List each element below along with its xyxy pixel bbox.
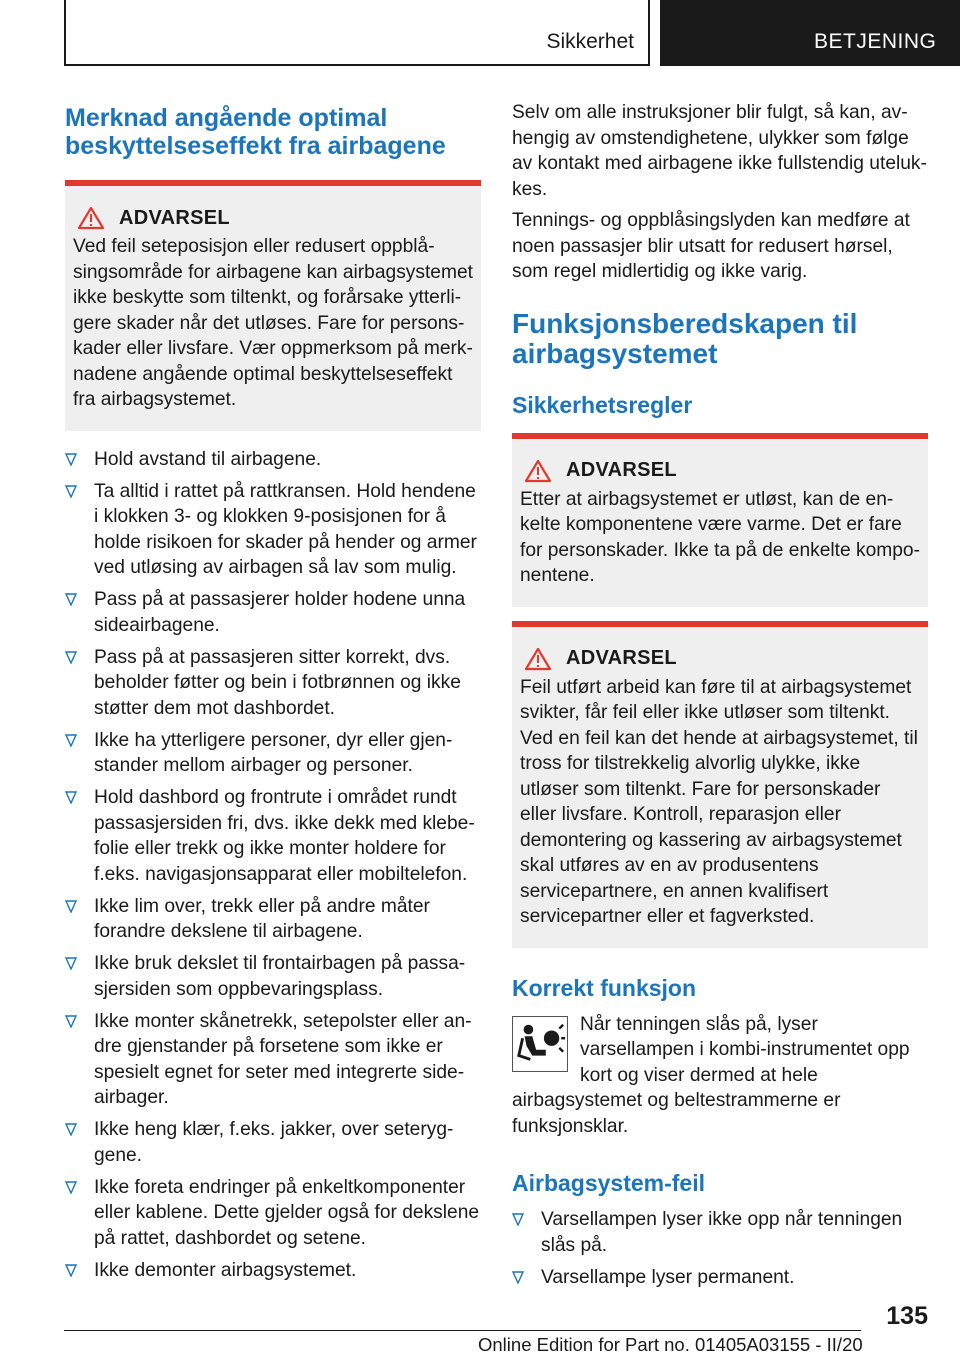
warning-triangle-icon (77, 206, 105, 230)
warning-box-seat-position (65, 180, 481, 431)
heading-correct-function: Korrekt funksjon (512, 974, 697, 1001)
warning-triangle-icon (524, 647, 552, 671)
header-section-box (64, 0, 650, 66)
warning-text: Ved feil seteposisjon eller redusert oppblåsingsområde for airbagene kan airbagsystemet ikke beskytte som tiltenkt, og forårsake ytterligere skader når det utløses. Fare for personskader eller livsfare. Vær oppmerksom på merknadene angående optimal beskyttelseseffekt fra airbagsystemet. (73, 236, 473, 410)
bullet-triangle-icon (65, 453, 77, 466)
bullet-triangle-icon (65, 900, 77, 913)
list-item: Hold avstand til airbagene. (65, 447, 481, 473)
airbag-warning-lamp-icon (512, 1016, 568, 1072)
list-item: Pass på at passasjeren sitter korrekt, dvs. beholder føtter og bein i fotbrønnen og ikke støtter dem mot dashbordet. (65, 645, 481, 722)
warning-title: ADVARSEL (566, 459, 677, 481)
intro-paragraph-2: Tennings- og oppblåsingslyden kan medføre at noen passasjer blir utsatt for redusert hørsel, som regel midlertidig og ikke varig. (512, 210, 910, 282)
list-item: Ikke demonter airbagsystemet. (65, 1258, 481, 1284)
bullet-triangle-icon (65, 791, 77, 804)
bullet-triangle-icon (512, 1271, 524, 1284)
list-item: Hold dashbord og frontrute i området rundt passasjersiden fri, dvs. ikke dekk med klebefolie eller trekk og ikke monter holdere for f.eks. navigasjonsapparat eller mobiltelefon. (65, 785, 481, 887)
list-item: Ikke heng klær, f.eks. jakker, over seteryggene. (65, 1117, 481, 1168)
bullet-triangle-icon (65, 651, 77, 664)
list-item: Pass på at passasjerer holder hodene unna sideairbagene. (65, 587, 481, 638)
page-number: 135 (886, 1302, 928, 1330)
warning-text: Etter at airbagsystemet er utløst, kan de enkelte komponentene være varme. Det er fare for personskader. Ikke ta på de enkelte komponentene. (520, 488, 920, 586)
bullet-triangle-icon (65, 1015, 77, 1028)
bullet-list-precautions (65, 447, 481, 1284)
warning-box-hot-components (512, 433, 928, 607)
bullet-triangle-icon (512, 1213, 524, 1226)
intro-paragraph-1: Selv om alle instruksjoner blir fulgt, så kan, avhengig av omstendighetene, ulykker som følge av kontakt med airbagene ikke fullstendig utelukkes. (512, 102, 927, 200)
bullet-triangle-icon (65, 593, 77, 606)
left-column (65, 100, 481, 1290)
warning-header (77, 206, 473, 230)
bullet-triangle-icon (65, 734, 77, 747)
list-item: Ikke lim over, trekk eller på andre måter forandre dekslene til airbagene. (65, 894, 481, 945)
bullet-triangle-icon (65, 957, 77, 970)
header-section-label: Sikkerhet (546, 30, 634, 53)
list-item: Varsellampe lyser permanent. (512, 1265, 928, 1291)
warning-header (524, 459, 920, 483)
list-item: Ikke ha ytterligere personer, dyr eller gjenstander mellom airbager og personer. (65, 728, 481, 779)
bullet-triangle-icon (65, 1123, 77, 1136)
list-item: Ikke foreta endringer på enkeltkomponenter eller kablene. Dette gjelder også for dekslene på rattet, dashbordet og setene. (65, 1175, 481, 1252)
correct-function-block (512, 1012, 928, 1140)
warning-title: ADVARSEL (566, 647, 677, 669)
list-item: Ikke monter skånetrekk, setepolster eller andre gjenstander på forsetene som ikke er spesielt egnet for seter med integrerte sideairbager. (65, 1009, 481, 1111)
warning-box-faulty-work (512, 621, 928, 948)
warning-text: Feil utført arbeid kan føre til at airbagsystemet svikter, får feil eller ikke utløser som tiltenkt. Ved en feil kan det hende at airbagsystemet, til tross for tilstrekkelig alvorlig ulykke, ikke utløser som tiltenkt. Fare for personskader eller livsfare. Kontroll, reparasjon eller demontering og kassering av airbagsystemet skal utføres av en av produsentens servicepartnere, en annen kvalifisert servicepartner eller et fagverksted. (520, 676, 918, 927)
heading-airbag-protection: Merknad angående optimal beskyttelseseffekt fra airbagene (65, 104, 446, 160)
warning-header (524, 647, 920, 671)
right-column (512, 100, 928, 1297)
bullet-triangle-icon (65, 485, 77, 498)
correct-function-text: Når tenningen slås på, lyser varsellampen i kombi-instrumentet opp kort og viser dermed at hele airbagsystemet og beltestrammerne er funksjonsklar. (512, 1013, 910, 1137)
bullet-list-fault (512, 1207, 928, 1290)
list-item: Varsellampen lyser ikke opp når tenningen slås på. (512, 1207, 928, 1258)
bullet-triangle-icon (65, 1181, 77, 1194)
header-chapter-label: BETJENING (814, 30, 937, 53)
heading-airbag-fault: Airbagsystem-feil (512, 1170, 706, 1196)
header-chapter-box (660, 0, 960, 66)
warning-title: ADVARSEL (119, 206, 230, 229)
heading-function-readiness: Funksjonsberedskapen til airbagsystemet (512, 307, 858, 369)
list-item: Ta alltid i rattet på rattkransen. Hold hendene i klokken 3- og klokken 9-posisjonen for å holde risikoen for skader på hender og armer ved utløsing av airbagen så lav som mulig. (65, 479, 481, 581)
heading-safety-rules: Sikkerhetsregler (512, 391, 693, 418)
footer-edition: Online Edition for Part no. 01405A03155 - II/20 (478, 1334, 863, 1355)
list-item: Ikke bruk dekslet til frontairbagen på passasjersiden som oppbevaringsplass. (65, 951, 481, 1002)
footer-divider (64, 1330, 861, 1331)
bullet-triangle-icon (65, 1264, 77, 1277)
warning-triangle-icon (524, 459, 552, 483)
